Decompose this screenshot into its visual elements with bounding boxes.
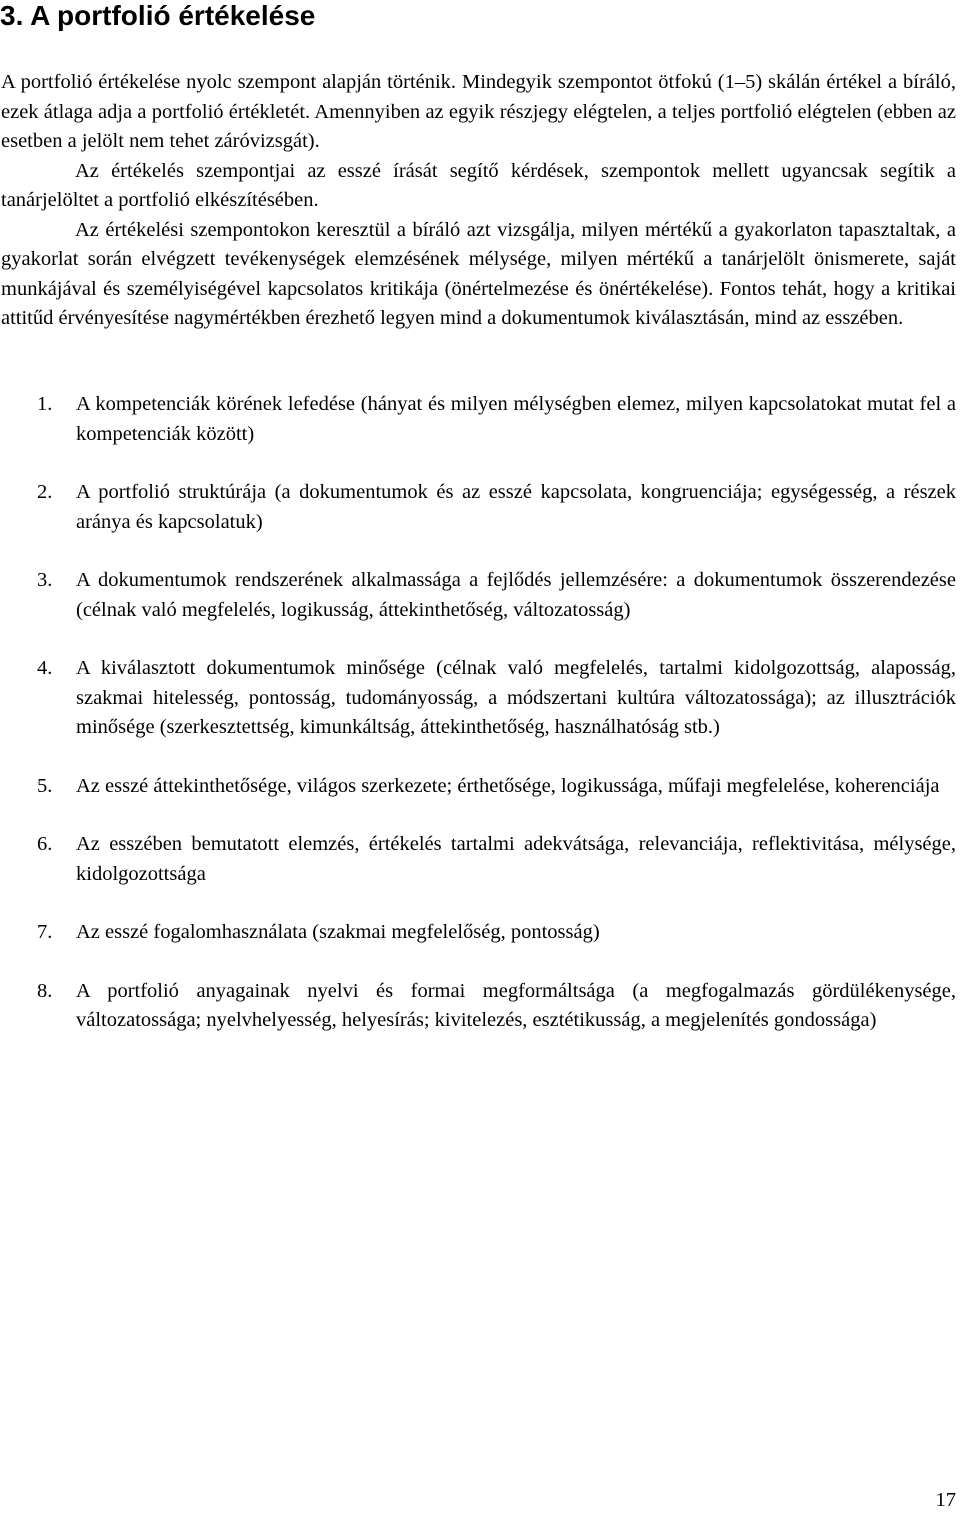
criteria-list xyxy=(0,390,956,1065)
criteria-item xyxy=(0,977,956,1036)
criteria-text: A kiválasztott dokumentumok minősége (célnak való megfelelés, tartalmi kidolgozottság, alaposság, szakmai hitelesség, pontosság, tudományosság, a módszertani kultúra változatossága); az illusztrációk minősége (szerkesztettség, kimunkáltság, áttekinthetőség, használhatóság stb.) xyxy=(76,657,956,738)
intro-paragraph-1: A portfolió értékelése nyolc szempont alapján történik. Mindegyik szempontot ötfokú (1–5) skálán értékel a bíráló, ezek átlaga adja a portfolió értékletét. Amennyiben az egyik részjegy elégtelen, a teljes portfolió elégtelen (ebben az esetben a jelölt nem tehet záróvizsgát). xyxy=(1,71,956,152)
criteria-item xyxy=(0,918,956,948)
intro-text xyxy=(1,68,956,334)
criteria-text: A portfolió struktúrája (a dokumentumok és az esszé kapcsolata, kongruenciája; egységesség, a részek aránya és kapcsolatuk) xyxy=(76,481,956,533)
criteria-item xyxy=(0,830,956,889)
section-heading: 3. A portfolió értékelése xyxy=(0,0,316,31)
criteria-text: A dokumentumok rendszerének alkalmassága a fejlődés jellemzésére: a dokumentumok összerendezése (célnak való megfelelés, logikusság, áttekinthetőség, változatosság) xyxy=(76,569,956,621)
page-number: 17 xyxy=(935,1489,956,1511)
criteria-item xyxy=(0,566,956,625)
criteria-number: 2. xyxy=(37,481,53,503)
criteria-text: Az esszében bemutatott elemzés, értékelés tartalmi adekvátsága, relevanciája, reflektivitása, mélysége, kidolgozottsága xyxy=(76,833,956,885)
intro-paragraph-3: Az értékelési szempontokon keresztül a bíráló azt vizsgálja, milyen mértékű a gyakorlaton tapasztaltak, a gyakorlat során elvégzett tevékenységek elemzésének mélysége, milyen mértékű a tanárjelölt önismerete, saját munkájával és személyiségével kapcsolatos kritikája (önértelmezése és önértékelése). Fontos tehát, hogy a kritikai attitűd érvényesítése nagymértékben érezhető legyen mind a dokumentumok kiválasztásán, mind az esszében. xyxy=(1,218,956,329)
criteria-number: 5. xyxy=(37,774,53,797)
criteria-text: A portfolió anyagainak nyelvi és formai megformáltsága (a megfogalmazás gördülékenysége, változatossága; nyelvhelyesség, helyesírás; kivitelezés, esztétikusság, a megjelenítés gondossága) xyxy=(76,979,956,1031)
intro-paragraph-2: Az értékelés szempontjai az esszé írását segítő kérdések, szempontok mellett ugyancsak segítik a tanárjelöltet a portfolió elkészítésében. xyxy=(1,159,956,211)
criteria-item xyxy=(0,654,956,743)
criteria-number: 7. xyxy=(37,921,53,943)
criteria-text: A kompetenciák körének lefedése (hányat és milyen mélységben elemez, milyen kapcsolatokat mutat fel a kompetenciák között) xyxy=(76,393,956,445)
criteria-number: 6. xyxy=(37,833,53,855)
criteria-number: 8. xyxy=(37,979,53,1002)
criteria-number: 1. xyxy=(37,393,53,415)
criteria-number: 4. xyxy=(37,657,53,679)
criteria-text: Az esszé áttekinthetősége, világos szerkezete; érthetősége, logikussága, műfaji megfelelése, koherenciája xyxy=(76,774,940,797)
criteria-item xyxy=(0,478,956,537)
criteria-text: Az esszé fogalomhasználata (szakmai megfelelőség, pontosság) xyxy=(76,921,600,943)
criteria-number: 3. xyxy=(37,569,53,591)
criteria-item xyxy=(0,772,956,802)
criteria-item xyxy=(0,390,956,449)
